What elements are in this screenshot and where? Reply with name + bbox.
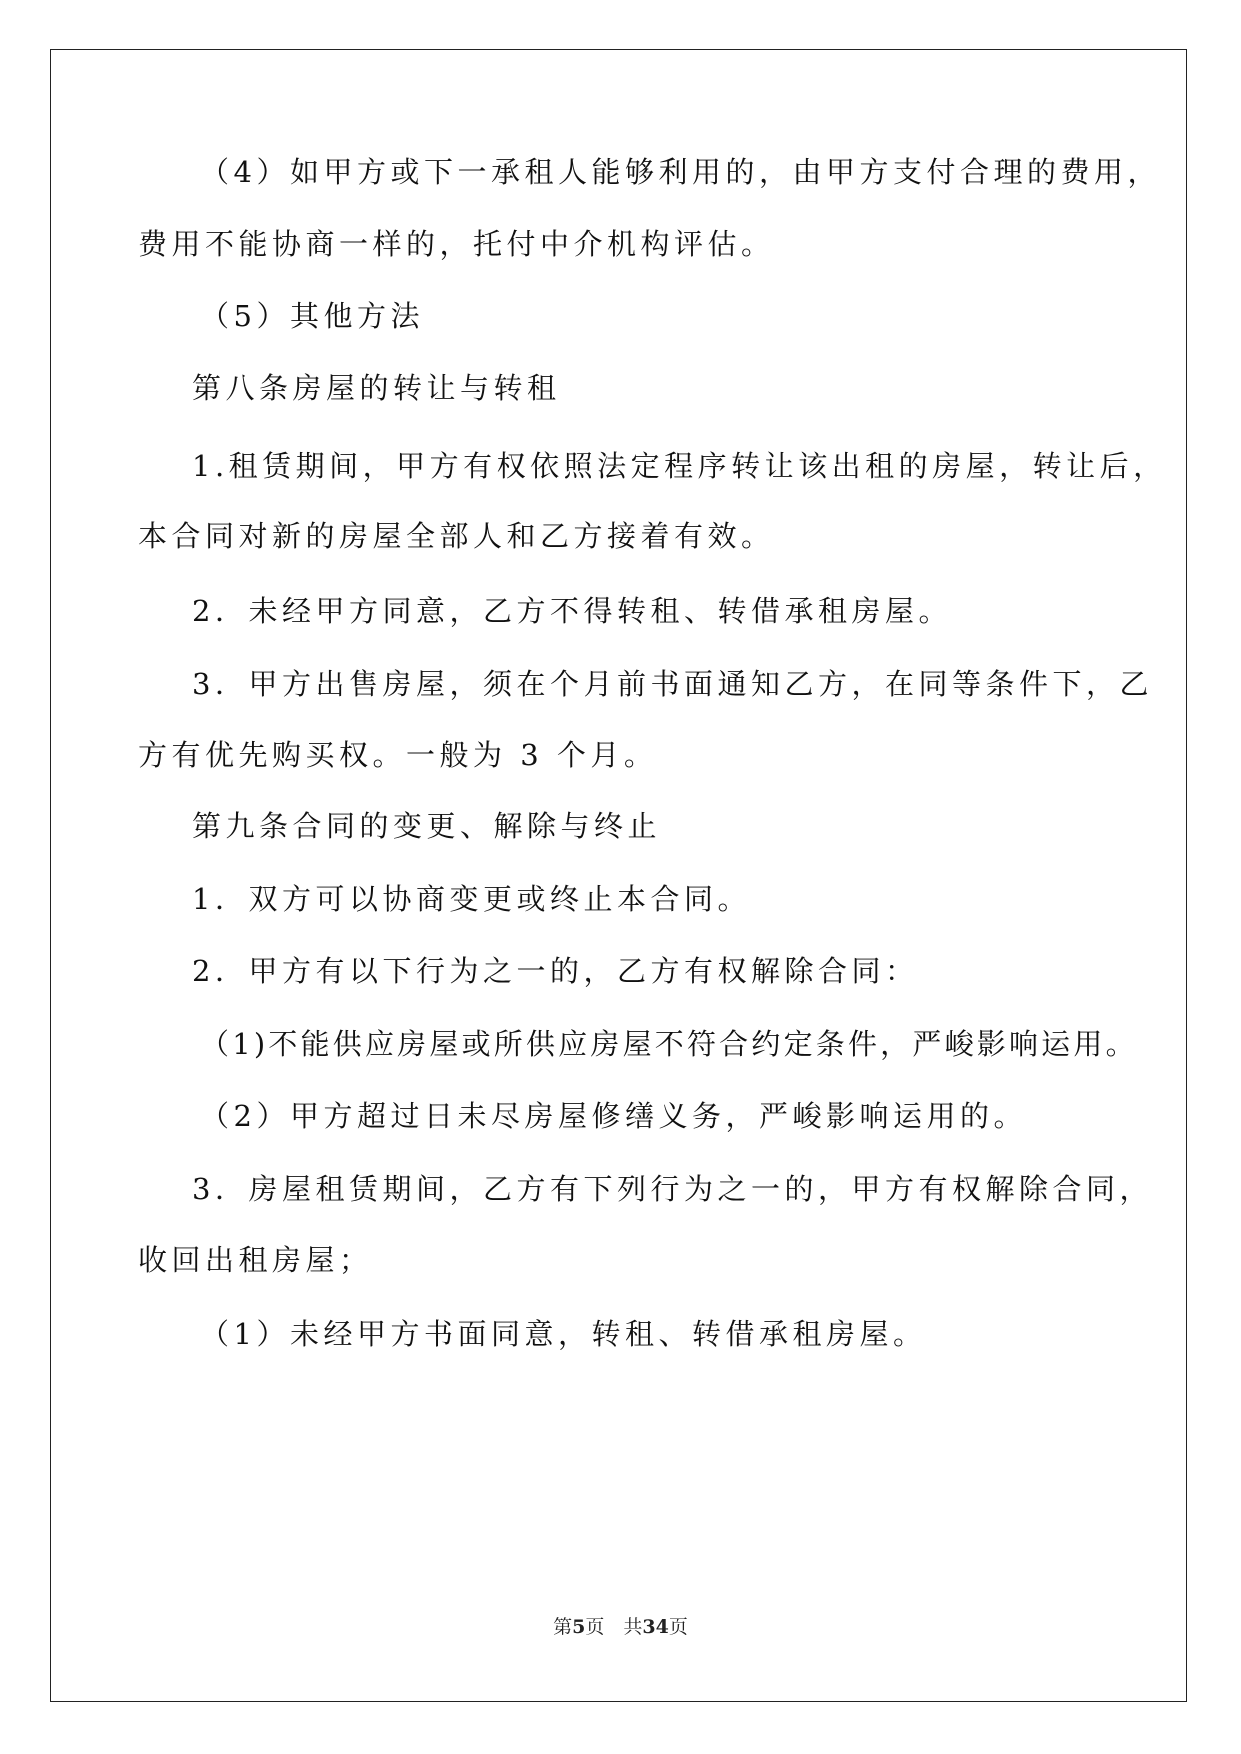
paragraph-line: 3．房屋租赁期间，乙方有下列行为之一的，甲方有权解除合同， [192,1172,1153,1206]
paragraph-line: 1．双方可以协商变更或终止本合同。 [192,882,751,916]
page-border [50,49,1187,1702]
paragraph-line: 3．甲方出售房屋，须在个月前书面通知乙方，在同等条件下，乙 [192,667,1153,701]
paragraph-line: （1)不能供应房屋或所供应房屋不符合约定条件，严峻影响运用。 [200,1027,1138,1061]
footer-mid: 页 共 [585,1616,643,1638]
paragraph-line: 2．未经甲方同意，乙方不得转租、转借承租房屋。 [192,594,952,628]
paragraph-line: （4）如甲方或下一承租人能够利用的，由甲方支付合理的费用， [200,155,1161,189]
paragraph-line: 本合同对新的房屋全部人和乙方接着有效。 [138,519,775,553]
footer-suffix: 页 [668,1616,688,1638]
paragraph-line: 方有优先购买权。一般为 3 个月。 [138,738,658,772]
paragraph-line: 1.租赁期间，甲方有权依照法定程序转让该出租的房屋，转让后， [192,449,1167,483]
paragraph-line: 费用不能协商一样的，托付中介机构评估。 [138,227,775,261]
paragraph-line: （5）其他方法 [200,299,424,333]
section-heading: 第八条房屋的转让与转租 [192,371,561,405]
footer-prefix: 第 [553,1616,573,1638]
paragraph-line: （1）未经甲方书面同意，转租、转借承租房屋。 [200,1317,927,1351]
paragraph-line: 2．甲方有以下行为之一的，乙方有权解除合同： [192,954,919,988]
paragraph-line: （2）甲方超过日未尽房屋修缮义务，严峻影响运用的。 [200,1099,1027,1133]
current-page-number: 5 [572,1616,586,1638]
total-page-count: 34 [642,1616,669,1638]
section-heading: 第九条合同的变更、解除与终止 [192,809,662,843]
paragraph-line: 收回出租房屋； [138,1243,373,1277]
page-footer [0,1612,1241,1639]
